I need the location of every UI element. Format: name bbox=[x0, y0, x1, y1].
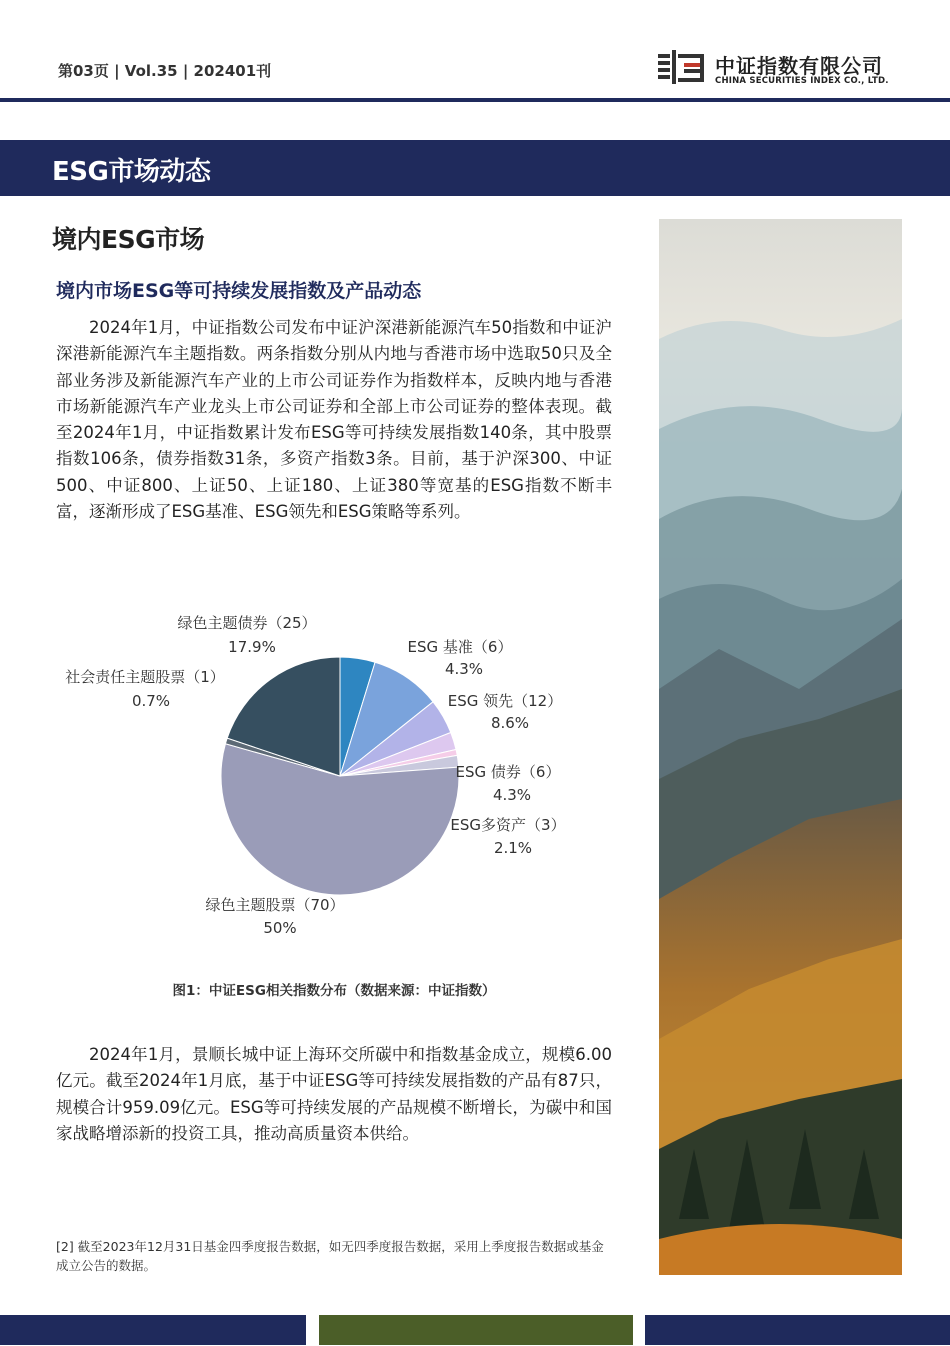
header-divider bbox=[0, 98, 950, 102]
esg-index-pie-chart bbox=[40, 600, 640, 950]
figure-caption: 图1：中证ESG相关指数分布（数据来源：中证指数） bbox=[172, 983, 496, 999]
mountain-landscape-image bbox=[659, 219, 902, 1275]
page-meta: 第03页 | Vol.35 | 202401刊 bbox=[58, 62, 272, 80]
company-name-cn: 中证指数有限公司 bbox=[715, 54, 883, 78]
paragraph-2-text: 2024年1月，景顺长城中证上海环交所碳中和指数基金成立，规模6.00亿元。截至2024年1月底，基于中证ESG等可持续发展指数的产品有87只，规模合计959.09亿元。ESG等可持续发展的产品规模不断增长，为碳中和国家战略增添新的投资工具，推动高质量资本供给。 bbox=[56, 1045, 612, 1143]
label-esg-multi-asset: ESG多资产（3） bbox=[450, 816, 566, 834]
label-green-equity: 绿色主题股票（70） bbox=[205, 896, 345, 914]
pct-esg-benchmark: 4.3% bbox=[444, 660, 484, 678]
banner-title: ESG市场动态 bbox=[52, 157, 211, 187]
pct-esg-leading: 8.6% bbox=[490, 714, 530, 732]
pct-esg-multi-asset: 2.1% bbox=[493, 839, 533, 857]
pct-green-equity: 50% bbox=[263, 919, 297, 937]
label-green-bond: 绿色主题债券（25） bbox=[177, 614, 317, 632]
section-subtitle: 境内市场ESG等可持续发展指数及产品动态 bbox=[56, 280, 422, 302]
pct-esg-bond: 4.3% bbox=[492, 786, 532, 804]
company-name-en: CHINA SECURITIES INDEX CO., LTD. bbox=[715, 76, 889, 86]
footer-bar-left bbox=[0, 1315, 306, 1345]
footnote: [2] 截至2023年12月31日基金四季度报告数据，如无四季度报告数据，采用上季度报告数据或基金成立公告的数据。 bbox=[56, 1239, 604, 1273]
body-paragraph-2 bbox=[56, 1042, 612, 1147]
label-social-equity: 社会责任主题股票（1） bbox=[65, 668, 225, 686]
label-esg-benchmark: ESG 基准（6） bbox=[407, 638, 513, 656]
pct-green-bond: 17.9% bbox=[228, 638, 276, 656]
footer-bar-center bbox=[319, 1315, 633, 1345]
section-title: 境内ESG市场 bbox=[52, 225, 205, 254]
footer-bar-right bbox=[645, 1315, 950, 1345]
pct-social-equity: 0.7% bbox=[131, 692, 171, 710]
body-paragraph-1 bbox=[56, 315, 612, 525]
paragraph-1-text: 2024年1月，中证指数公司发布中证沪深港新能源汽车50指数和中证沪深港新能源汽车主题指数。两条指数分别从内地与香港市场中选取50只及全部业务涉及新能源汽车产业的上市公司证券作为指数样本，反映内地与香港市场新能源汽车产业龙头上市公司证券和全部上市公司证券的整体表现。截至2024年1月，中证指数累计发布ESG等可持续发展指数140条，其中股票指数106条，债券指数31条，多资产指数3条。目前，基于沪深300、中证500、中证800、上证50、上证180、上证380等宽基的ESG指数不断丰富，逐渐形成了ESG基准、ESG领先和ESG策略等系列。 bbox=[56, 318, 612, 522]
label-esg-bond: ESG 债券（6） bbox=[455, 763, 561, 781]
label-esg-leading: ESG 领先（12） bbox=[447, 692, 563, 710]
